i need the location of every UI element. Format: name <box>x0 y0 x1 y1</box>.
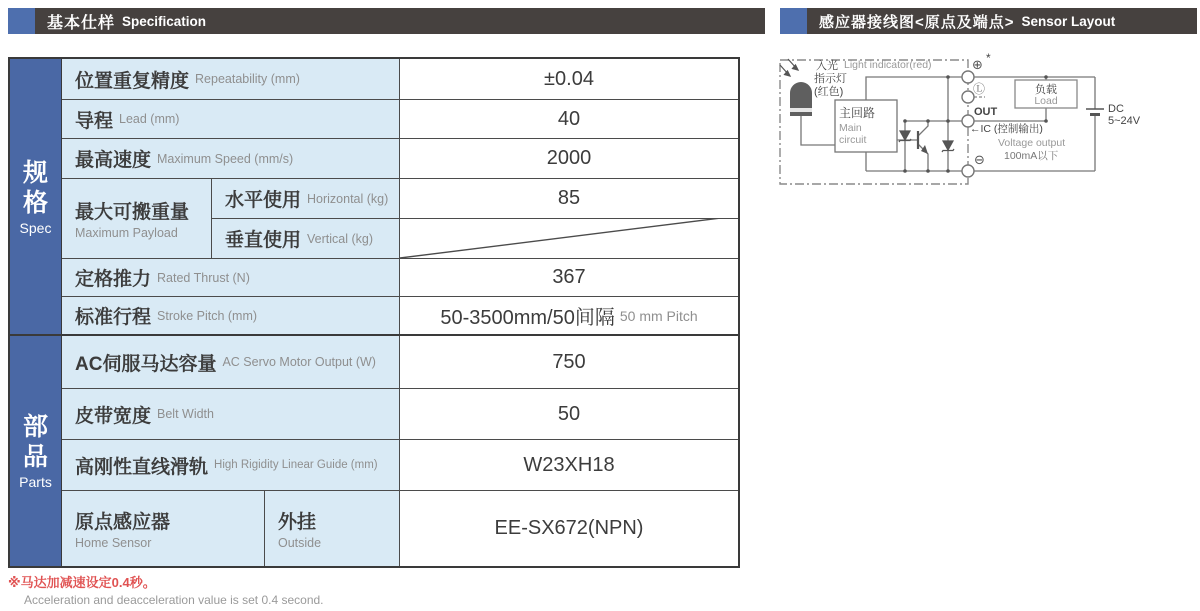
row-label: 定格推力 Rated Thrust (N) <box>62 259 400 296</box>
indicator-label: 指示灯 <box>814 73 847 85</box>
specification-header <box>8 8 765 34</box>
header-accent-square <box>780 8 807 34</box>
footnote-en: Acceleration and deacceleration value is set 0.4 second. <box>24 593 324 607</box>
parts-section-label <box>10 336 62 566</box>
header-title-zh: 感应器接线图<原点及端点> <box>819 13 1015 31</box>
row-value: 50-3500mm/50间隔 50 mm Pitch <box>400 297 738 334</box>
plus-terminal-symbol: ⊕ <box>972 57 983 72</box>
row-value: W23XH18 <box>400 440 738 490</box>
row-label: 位置重复精度 Repeatability (mm) <box>62 59 400 99</box>
table-row-home-sensor <box>62 490 738 566</box>
asterisk-mark: * <box>986 52 991 65</box>
dc-range-label: 5~24V <box>1108 115 1141 127</box>
main-circuit-zh: 主回路 <box>839 106 876 120</box>
table-row-max-payload <box>62 178 738 258</box>
section-label-en: Spec <box>19 219 52 236</box>
battery-icon <box>1086 109 1104 115</box>
sensor-layout-header <box>780 8 1197 34</box>
led-band <box>790 108 812 112</box>
sensor-wiring-diagram <box>778 52 1198 194</box>
table-row-linear-guide <box>62 439 738 490</box>
light-in-label: 入光 <box>816 60 838 72</box>
row-value: 2000 <box>400 139 738 178</box>
row-value: 85 <box>400 179 738 218</box>
table-row-belt-width <box>62 388 738 439</box>
subrow-label: 水平使用 Horizontal (kg) <box>212 179 400 218</box>
table-row-max-speed <box>62 138 738 178</box>
row-label: 最高速度 Maximum Speed (mm/s) <box>62 139 400 178</box>
row-label: 导程 Lead (mm) <box>62 100 400 138</box>
row-label: 最大可搬重量 Maximum Payload <box>62 179 212 258</box>
table-row-repeatability <box>62 59 738 99</box>
header-bar <box>807 8 1197 34</box>
current-limit-label: 100mA以下 <box>1004 150 1059 162</box>
spec-section-label <box>10 59 62 334</box>
header-title-en: Sensor Layout <box>1021 13 1116 29</box>
row-label: 皮带宽度 Belt Width <box>62 389 400 439</box>
transistor-emitter-arrow <box>921 145 928 154</box>
row-value: 50 <box>400 389 738 439</box>
main-circuit-en1: Main <box>839 122 862 134</box>
circuit-svg <box>778 52 1198 194</box>
row-label: 原点感应器 Home Sensor <box>62 491 265 566</box>
subrow-horizontal <box>212 179 738 218</box>
diagonal-line <box>400 219 738 258</box>
subrow-label: 外挂 Outside <box>265 491 400 566</box>
section-label-zh: 规格 <box>22 158 48 217</box>
out-label: OUT <box>974 106 998 118</box>
row-value: ±0.04 <box>400 59 738 99</box>
row-label: AC伺服马达容量 AC Servo Motor Output (W) <box>62 336 400 388</box>
light-indicator-label: Light indicator(red) <box>844 59 932 71</box>
header-bar <box>35 8 765 34</box>
spec-section <box>10 59 738 334</box>
header-title-zh: 基本仕样 <box>47 14 116 32</box>
load-en: Load <box>1034 95 1058 107</box>
dc-label: DC <box>1108 103 1124 115</box>
load-zh: 负载 <box>1035 84 1057 96</box>
table-row-lead <box>62 99 738 138</box>
subrow-label: 垂直使用 Vertical (kg) <box>212 219 400 258</box>
parts-section <box>10 334 738 566</box>
footnote <box>8 572 324 607</box>
header-title-en: Specification <box>122 13 207 29</box>
not-applicable-diagonal <box>400 219 738 258</box>
footnote-zh: ※马达加减速设定0.4秒。 <box>8 575 156 590</box>
table-row-rated-thrust <box>62 258 738 296</box>
specification-table <box>8 57 740 568</box>
section-label-en: Parts <box>19 474 52 490</box>
row-label: 高刚性直线滑轨 High Rigidity Linear Guide (mm) <box>62 440 400 490</box>
red-label: (红色) <box>814 86 844 98</box>
voltage-output-label: Voltage output <box>998 137 1066 149</box>
header-accent-square <box>8 8 35 34</box>
zener-diode-icon <box>899 131 954 152</box>
row-value: 367 <box>400 259 738 296</box>
l-terminal-symbol: Ⓛ <box>973 82 986 96</box>
table-row-stroke-pitch <box>62 296 738 334</box>
table-row-motor-output <box>62 336 738 388</box>
minus-terminal-symbol: ⊖ <box>974 152 985 167</box>
row-label: 标准行程 Stroke Pitch (mm) <box>62 297 400 334</box>
light-ray-arrows <box>780 59 798 76</box>
main-circuit-en2: circuit <box>839 134 867 146</box>
row-value: EE-SX672(NPN) <box>400 491 738 566</box>
row-value: 750 <box>400 336 738 388</box>
section-label-zh: 部品 <box>22 413 48 471</box>
row-value: 40 <box>400 100 738 138</box>
ic-control-output-label: ←IC (控制输出) <box>970 123 1043 135</box>
subrow-vertical <box>212 218 738 258</box>
